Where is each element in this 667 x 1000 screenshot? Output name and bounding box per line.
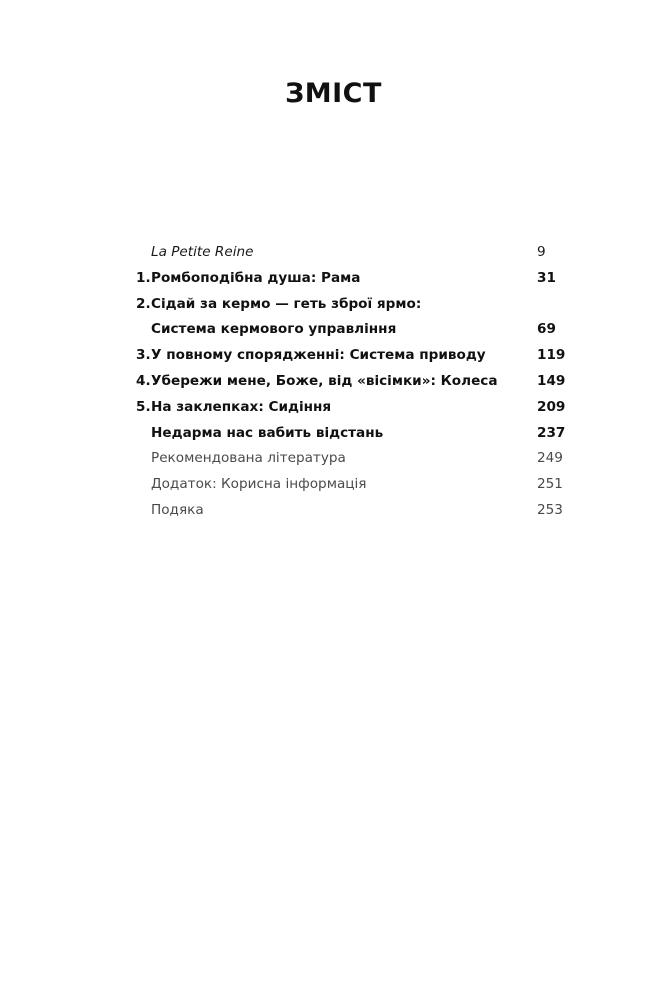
toc-entry-la-petite-reine[interactable]	[136, 240, 562, 266]
toc-entry-page: 253	[537, 501, 563, 518]
toc-entry-number: 3.	[136, 347, 151, 364]
toc-entry-appendix[interactable]	[136, 472, 562, 498]
toc-entry-chapter-1[interactable]	[136, 266, 562, 292]
toc-entry-acknowledgements[interactable]	[136, 498, 562, 524]
toc-entry-chapter-2-continued[interactable]	[136, 317, 562, 343]
toc-entry-number: 2.	[136, 295, 151, 312]
page-title: ЗМІСТ	[285, 78, 382, 109]
toc-entry-title: Ромбоподібна душа: Рама	[151, 269, 361, 286]
toc-entry-recommended-reading[interactable]	[136, 446, 562, 472]
toc-entry-title: Система кермового управління	[151, 321, 397, 338]
toc-entry-page: 69	[537, 321, 556, 338]
toc-entry-page: 209	[537, 398, 566, 415]
table-of-contents	[136, 240, 566, 524]
toc-entry-chapter-3[interactable]	[136, 343, 566, 369]
toc-entry-title: У повному спорядженні: Система приводу	[151, 347, 486, 364]
toc-entry-title: La Petite Reine	[151, 244, 254, 260]
toc-entry-afterword[interactable]	[136, 421, 566, 447]
toc-entry-page: 251	[537, 476, 563, 493]
toc-entry-title: Рекомендована література	[151, 450, 346, 467]
toc-entry-chapter-4[interactable]	[136, 369, 566, 395]
toc-entry-page: 9	[537, 244, 546, 260]
toc-entry-title: Убережи мене, Боже, від «вісімки»: Колеса	[151, 372, 498, 389]
toc-entry-title: На заклепках: Сидіння	[151, 398, 332, 415]
toc-entry-number: 1.	[136, 269, 151, 286]
toc-entry-page: 119	[537, 347, 566, 364]
toc-entry-title: Недарма нас вабить відстань	[151, 424, 384, 441]
toc-entry-page: 31	[537, 269, 556, 286]
toc-entry-page: 237	[537, 424, 566, 441]
toc-entry-title: Додаток: Корисна інформація	[151, 476, 367, 493]
toc-entry-chapter-2[interactable]	[136, 292, 562, 318]
toc-entry-chapter-5[interactable]	[136, 395, 566, 421]
toc-entry-title: Сідай за кермо — геть зброї ярмо:	[151, 295, 422, 312]
toc-entry-number: 5.	[136, 398, 151, 415]
toc-entry-page: 149	[537, 372, 566, 389]
toc-entry-number: 4.	[136, 372, 151, 389]
toc-entry-page: 249	[537, 450, 563, 467]
toc-entry-title: Подяка	[151, 501, 204, 518]
